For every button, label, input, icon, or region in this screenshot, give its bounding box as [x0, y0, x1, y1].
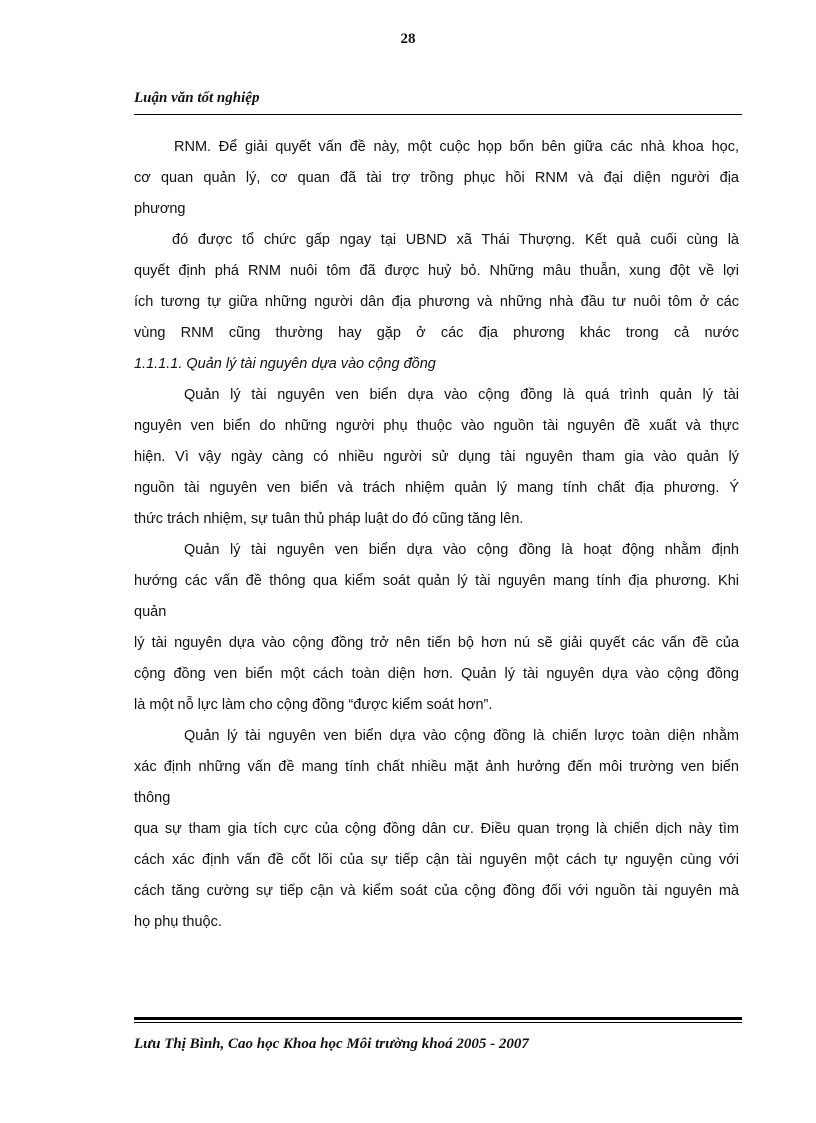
- section-heading: 1.1.1.1. Quản lý tài nguyên dựa vào cộng đồng: [134, 356, 436, 372]
- body-text: [134, 132, 739, 938]
- text-line: họ phụ thuộc.: [134, 914, 222, 930]
- text-line: Quản lý tài nguyên ven biển dựa vào cộng đồng là hoạt động nhằm định: [184, 542, 739, 558]
- text-line: Quản lý tài nguyên ven biển dựa vào cộng đồng là chiến lược toàn diện nhằm: [184, 728, 739, 744]
- text-line: hiện. Vì vậy ngày càng có nhiều người sử dụng tài nguyên tham gia vào quản lý: [134, 449, 739, 465]
- footer-rule-thin: [134, 1022, 742, 1023]
- text-line: thức trách nhiệm, sự tuân thủ pháp luật do đó cũng tăng lên.: [134, 511, 524, 527]
- text-line: quyết định phá RNM nuôi tôm đã được huỷ bỏ. Những mâu thuẫn, xung đột về lợi: [134, 263, 739, 279]
- text-line: quản: [134, 604, 167, 620]
- text-line: phương: [134, 201, 186, 217]
- text-line: là một nỗ lực làm cho cộng đồng “được kiểm soát hơn”.: [134, 697, 493, 713]
- text-line: cách xác định vấn đề cốt lõi của sự tiếp cận tài nguyên một cách tự nguyện cùng với: [134, 852, 739, 868]
- text-line: đó được tổ chức gấp ngay tại UBND xã Thái Thượng. Kết quả cuối cùng là: [172, 232, 739, 248]
- text-line: hướng các vấn đề thông qua kiểm soát quản lý tài nguyên mang tính địa phương. Khi: [134, 573, 739, 589]
- text-line: cách tăng cường sự tiếp cận và kiểm soát của cộng đồng đối với nguồn tài nguyên mà: [134, 883, 739, 899]
- text-line: xác định những vấn đề mang tính chất nhiều mặt ảnh hưởng đến môi trường ven biển: [134, 759, 739, 775]
- footer-rule-thick: [134, 1017, 742, 1020]
- footer-text: Lưu Thị Bình, Cao học Khoa học Môi trường khoá 2005 - 2007: [134, 1036, 529, 1052]
- header-rule: [134, 114, 742, 115]
- text-line: cộng đồng ven biển một cách toàn diện hơn. Quản lý tài nguyên dựa vào cộng đồng: [134, 666, 739, 682]
- text-line: Quản lý tài nguyên ven biển dựa vào cộng đồng là quá trình quản lý tài: [184, 387, 739, 403]
- text-line: RNM. Để giải quyết vấn đề này, một cuộc họp bốn bên giữa các nhà khoa học,: [174, 139, 739, 155]
- text-line: nguồn tài nguyên ven biển và trách nhiệm quản lý mang tính chất địa phương. Ý: [134, 480, 739, 496]
- text-line: thông: [134, 790, 171, 806]
- text-line: qua sự tham gia tích cực của cộng đồng dân cư. Điều quan trọng là chiến dịch này tìm: [134, 821, 739, 837]
- header-title: Luận văn tốt nghiệp: [134, 90, 260, 106]
- text-line: nguyên ven biển do những người phụ thuộc vào nguồn tài nguyên đề xuất và thực: [134, 418, 739, 434]
- text-line: cơ quan quản lý, cơ quan đã tài trợ trồng phục hồi RNM và đại diện người địa: [134, 170, 739, 186]
- text-line: ích tương tự giữa những người dân địa phương và những nhà đầu tư nuôi tôm ở các: [134, 294, 739, 310]
- text-line: vùng RNM cũng thường hay gặp ở các địa phương khác trong cả nước: [134, 325, 739, 341]
- text-line: lý tài nguyên dựa vào cộng đồng trở nên tiến bộ hơn nú sẽ giải quyết các vấn đề của: [134, 635, 739, 651]
- page-number: 28: [400, 31, 416, 47]
